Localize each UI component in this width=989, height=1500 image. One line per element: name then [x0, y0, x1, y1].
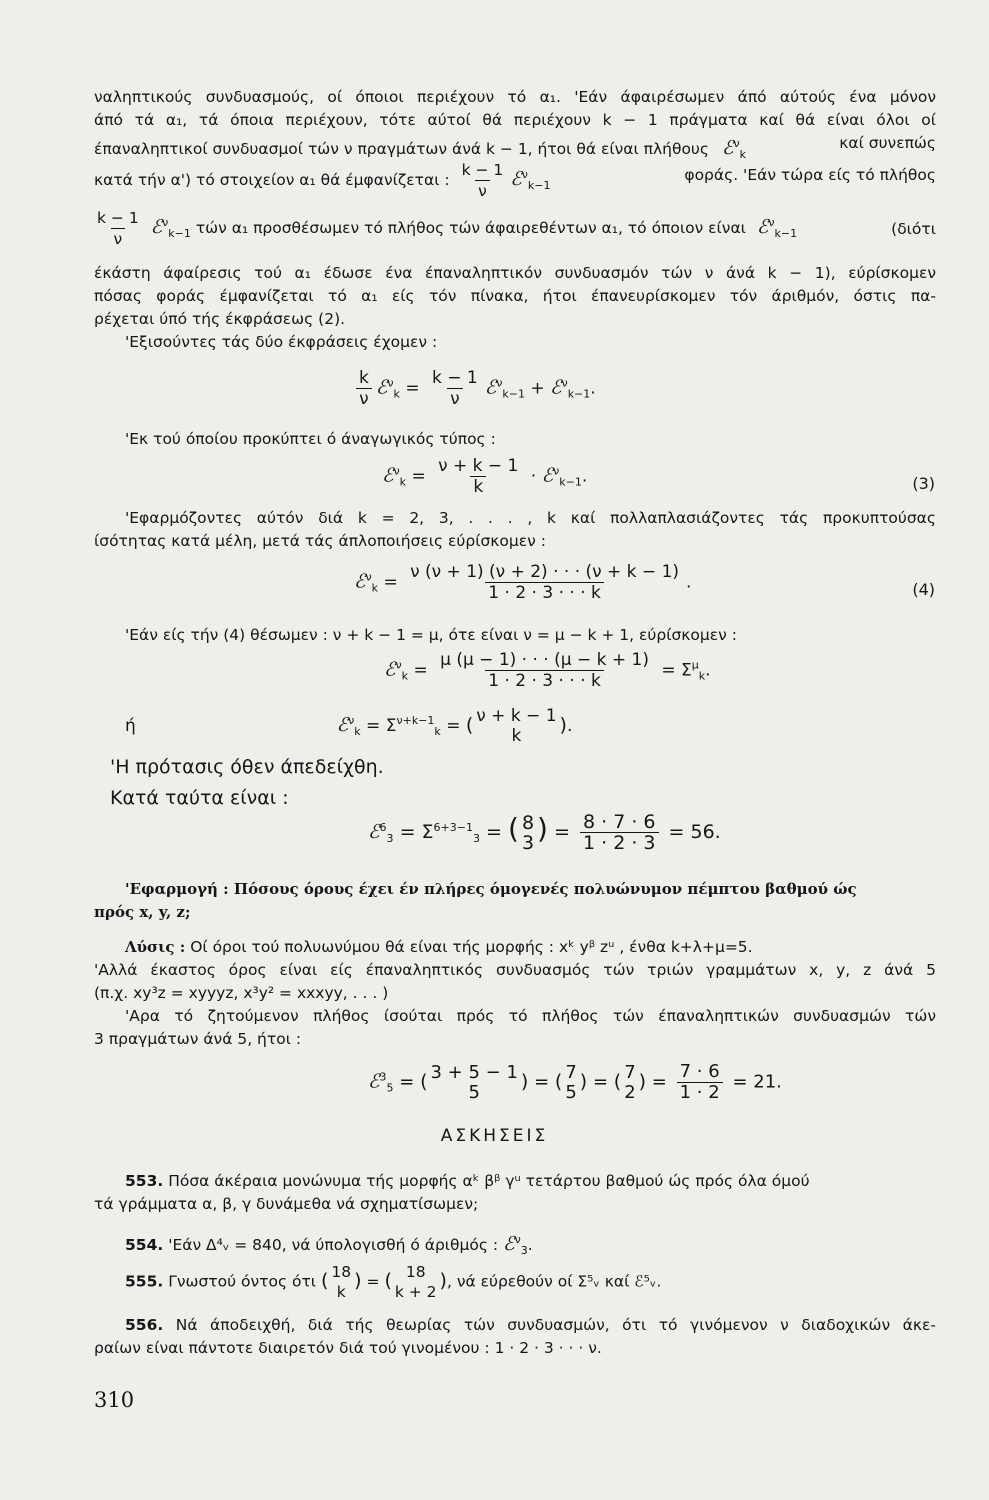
superscript: ν	[162, 216, 169, 229]
superscript: ν	[768, 216, 775, 229]
text-span: καί συνεπώς	[839, 134, 936, 152]
text-span: τών α₁ προσθέσωμεν τό πλήθος τών άφαιρεθέντων α₁, τό όποιον είναι	[195, 219, 746, 237]
text-apply: 'Εφαρμόζοντες αύτόν διά k = 2, 3, . . . , k καί πολλαπλασιάζοντες τάς προκυπτούσας ίσότητας κατά μέλη, μετά τάς άπλοποιήσεις εύρίσκομεν :	[94, 509, 936, 550]
equation-7: ℰ$^6_3$ = $\Sigma^{6+3-1}_3$ = ( 8 3 ) = $\frac{8 \cdot 7 \cdot 6}{1 \cdot 2 \cdot 3}$ = 56.	[368, 811, 721, 854]
subscript: k−1	[168, 227, 191, 240]
exercise-554: 554. 'Εάν Δ⁴ᵥ = 840, νά ύπολογισθή ό άριθμός : ℰ$^\nu_3$.	[125, 1233, 533, 1257]
equation-3: ℰ$^\nu_k$ = $\frac{\nu + k - 1}{k}$ · ℰ$^\nu_{k-1}$.	[382, 456, 588, 497]
intro-line-4	[94, 160, 936, 200]
fraction-numerator: k − 1	[461, 161, 504, 179]
exercise-555: 555. Γνωστού όντος ότι ( 18 k ) = ( 18 k + 2 ), νά εύρεθούν οί Σ⁵ᵥ καί ℰ⁵ᵥ.	[125, 1263, 662, 1301]
page-number: 310	[94, 1388, 135, 1412]
fraction	[94, 208, 142, 249]
text-reduction: 'Εκ τού όποίου προκύπτει ό άναγωγικός τύπος :	[125, 430, 496, 448]
text-line: πόσας φοράς έμφανίζεται τό α₁ είς τόν πίνακα, ήτοι έπανευρίσκομεν τόν άριθμόν, όστις πα-	[94, 287, 936, 305]
fraction	[459, 160, 507, 201]
script-e-symbol: ℰ	[150, 216, 163, 238]
equation-equating: $\frac{k}{\nu}$ ℰ$^\nu_k$ = $\frac{k - 1}{\nu}$ ℰ$^\nu_{k-1}$ + ℰ$^\nu_{k-1}$.	[352, 368, 596, 409]
text-substitute: 'Εάν είς τήν (4) θέσωμεν : ν + k − 1 = μ, ότε είναι ν = μ − k + 1, εύρίσκομεν :	[125, 626, 737, 644]
text-line: ναληπτικούς συνδυασμούς, οί όποιοι περιέχουν τό α₁. 'Εάν άφαιρέσωμεν άπό αύτούς ένα μόνον	[94, 88, 936, 106]
script-e-symbol: ℰ	[721, 137, 734, 159]
subscript: k	[739, 148, 746, 161]
equation-8: ℰ$^3_5$ = ( 3 + 5 − 1 5 ) = ( 7 5 ) = ( 7 2 ) = $\frac{7 \cdot 6}{1 \cdot 2}$ = 21.	[368, 1061, 782, 1103]
exercise-553: 553. Πόσα άκέραια μονώνυμα τής μορφής αᵏ βᵝ γᵘ τετάρτου βαθμού ώς πρός όλα όμού τά γράμματα α, β, γ δυνάμεθα νά σχηματίσωμεν;	[94, 1172, 810, 1213]
equation-label: (4)	[912, 580, 935, 599]
equation-5: ℰ$^\nu_k$ = $\frac{\mu (\mu - 1) \cdot \cdot \cdot (\mu - k + 1)}{1 \cdot 2 \cdot 3 \cdot \cdot \cdot k}$ = $\Sigma^\mu_k$.	[384, 650, 711, 691]
intro-paragraph-end	[94, 262, 936, 354]
text-span: έπαναληπτικοί συνδυασμοί τών ν πραγμάτων άνά k − 1, ήτοι θά είναι πλήθους	[94, 140, 709, 158]
intro-line-5	[94, 208, 936, 248]
text-line: έκάστη άφαίρεσις τού α₁ έδωσε ένα έπαναληπτικόν συνδυασμόν τών ν άνά k − 1), εύρίσκομεν	[94, 264, 936, 282]
script-e-symbol: ℰ	[510, 168, 522, 190]
text-span: (διότι	[891, 220, 936, 238]
exercises-title: ΑΣΚΗΣΕΙΣ	[440, 1126, 549, 1146]
text-line: 'Εξισούντες τάς δύο έκφράσεις έχομεν :	[125, 333, 438, 351]
equation-6: ή ℰ$^\nu_k$ = $\Sigma^{\nu+k-1}_k$ = ( ν + k − 1 k ).	[125, 706, 573, 746]
application-question: Πόσους όρους έχει έν πλήρες όμογενές πολυώνυμον πέμπτου βαθμού ώς	[233, 880, 857, 898]
application-label: 'Εφαρμογή :	[125, 880, 229, 898]
subscript: k−1	[774, 227, 798, 240]
application-question-cont: πρός x, y, z;	[94, 903, 191, 921]
text-line: άπό τά α₁, τά όποια περιέχουν, τότε αύτοί θά περιέχουν k − 1 πράγματα καί θά είναι όλοι οί	[94, 111, 936, 129]
text-span: κατά τήν α') τό στοιχείον α₁ θά έμφανίζεται :	[94, 171, 450, 189]
intro-paragraph	[94, 86, 936, 166]
application-section	[94, 878, 936, 924]
solution-section: Λύσις : Οί όροι τού πολυωνύμου θά είναι τής μορφής : xᵏ yᵝ zᵘ , ένθα k+λ+μ=5. 'Αλλά έκαστος όρος είναι είς έπαναληπτικός συνδυασμός τών τριών γραμμάτων x, y, z άνά 5 (π.χ. xy³z = xyyyz, x³y² = xxxyy, . . . ) 'Αρα τό ζητούμενον πλήθος ίσούται πρός τό πλήθος τών έπαναληπτικών συνδυασμών τών 3 πραγμάτων άνά 5, ήτοι :	[94, 938, 936, 1048]
fraction-numerator: k − 1	[97, 209, 139, 227]
superscript: ν	[521, 168, 528, 181]
solution-label: Λύσις :	[125, 938, 186, 956]
fraction-denominator: ν	[111, 228, 126, 249]
exercise-556: 556. Νά άποδειχθή, διά τής θεωρίας τών συνδυασμών, ότι τό γινόμενον ν διαδοχικών άκε- ραίων είναι πάντοτε διαιρετόν διά τού γινομένου : 1 · 2 · 3 · · · ν.	[94, 1316, 936, 1357]
text-span: φοράς. 'Εάν τώρα είς τό πλήθος	[684, 166, 936, 184]
script-e-symbol: ℰ	[756, 216, 769, 238]
proof-conclusion: 'Η πρότασις όθεν άπεδείχθη. Κατά ταύτα είναι :	[110, 756, 384, 809]
superscript: ν	[733, 137, 740, 150]
equation-label: (3)	[912, 474, 935, 493]
subscript: k−1	[527, 179, 551, 192]
text-line: ρέχεται ύπό τής έκφράσεως (2).	[94, 310, 346, 328]
equation-4: ℰ$^\nu_k$ = $\frac{\nu (\nu + 1) (\nu + 2) \cdot \cdot \cdot (\nu + k - 1)}{1 \cdot 2 \cdot 3 \cdot \cdot \cdot k}$ .	[354, 562, 692, 603]
fraction-denominator: ν	[475, 180, 490, 201]
